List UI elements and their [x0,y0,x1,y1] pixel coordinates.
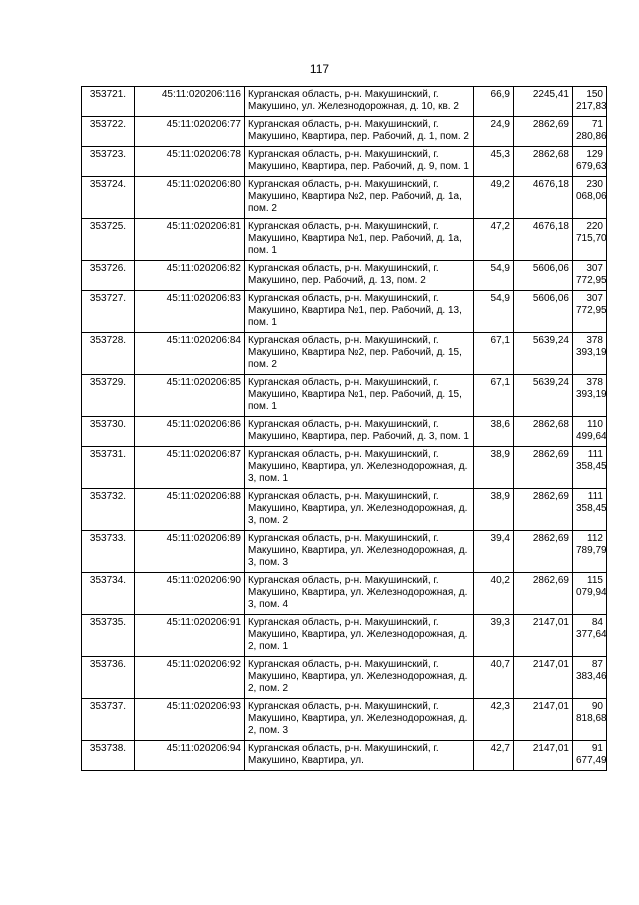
specific-value-cell: 4676,18 [514,177,573,219]
area-cell: 24,9 [474,117,514,147]
row-number-cell: 353725. [82,219,135,261]
cadastral-number-cell: 45:11:020206:85 [135,375,245,417]
cadastral-value-table [81,86,607,771]
specific-value-cell: 2862,68 [514,417,573,447]
specific-value-cell: 5639,24 [514,333,573,375]
address-cell: Курганская область, р-н. Макушинский, г. Макушино, Квартира, пер. Рабочий, д. 3, пом. 1 [245,417,474,447]
cadastral-value-cell: 112 789,79 [573,531,607,573]
area-cell: 49,2 [474,177,514,219]
address-cell: Курганская область, р-н. Макушинский, г. Макушино, Квартира №1, пер. Рабочий, д. 1а, пом. 1 [245,219,474,261]
address-cell: Курганская область, р-н. Макушинский, г. Макушино, Квартира №2, пер. Рабочий, д. 15, пом. 2 [245,333,474,375]
specific-value-cell: 2862,69 [514,117,573,147]
table-row [82,219,607,261]
cadastral-number-cell: 45:11:020206:93 [135,699,245,741]
row-number-cell: 353735. [82,615,135,657]
row-number-cell: 353732. [82,489,135,531]
cadastral-value-cell: 307 772,95 [573,261,607,291]
specific-value-cell: 2147,01 [514,615,573,657]
cadastral-value-cell: 378 393,19 [573,375,607,417]
table-row [82,375,607,417]
cadastral-value-cell: 84 377,64 [573,615,607,657]
cadastral-number-cell: 45:11:020206:90 [135,573,245,615]
specific-value-cell: 5606,06 [514,261,573,291]
table-row [82,531,607,573]
area-cell: 40,7 [474,657,514,699]
cadastral-number-cell: 45:11:020206:82 [135,261,245,291]
table-row [82,177,607,219]
row-number-cell: 353736. [82,657,135,699]
row-number-cell: 353737. [82,699,135,741]
area-cell: 67,1 [474,333,514,375]
cadastral-number-cell: 45:11:020206:77 [135,117,245,147]
cadastral-value-cell: 111 358,45 [573,447,607,489]
table-body [82,87,607,771]
specific-value-cell: 4676,18 [514,219,573,261]
cadastral-number-cell: 45:11:020206:80 [135,177,245,219]
row-number-cell: 353730. [82,417,135,447]
address-cell: Курганская область, р-н. Макушинский, г. Макушино, Квартира, ул. Железнодорожная, д. 3, пом. 4 [245,573,474,615]
cadastral-number-cell: 45:11:020206:94 [135,741,245,771]
row-number-cell: 353721. [82,87,135,117]
cadastral-number-cell: 45:11:020206:81 [135,219,245,261]
row-number-cell: 353722. [82,117,135,147]
table-row [82,417,607,447]
table-row [82,741,607,771]
cadastral-value-cell: 150 217,83 [573,87,607,117]
cadastral-number-cell: 45:11:020206:91 [135,615,245,657]
address-cell: Курганская область, р-н. Макушинский, г. Макушино, ул. Железнодорожная, д. 10, кв. 2 [245,87,474,117]
specific-value-cell: 2147,01 [514,741,573,771]
table-row [82,657,607,699]
cadastral-value-cell: 111 358,45 [573,489,607,531]
area-cell: 42,3 [474,699,514,741]
table-row [82,87,607,117]
address-cell: Курганская область, р-н. Макушинский, г. Макушино, Квартира, ул. Железнодорожная, д. 2, пом. 2 [245,657,474,699]
address-cell: Курганская область, р-н. Макушинский, г. Макушино, Квартира, ул. Железнодорожная, д. 2, пом. 1 [245,615,474,657]
address-cell: Курганская область, р-н. Макушинский, г. Макушино, Квартира №1, пер. Рабочий, д. 13, пом. 1 [245,291,474,333]
area-cell: 38,9 [474,489,514,531]
cadastral-value-cell: 71 280,86 [573,117,607,147]
specific-value-cell: 5639,24 [514,375,573,417]
address-cell: Курганская область, р-н. Макушинский, г. Макушино, Квартира №1, пер. Рабочий, д. 15, пом. 1 [245,375,474,417]
specific-value-cell: 2862,69 [514,531,573,573]
cadastral-number-cell: 45:11:020206:87 [135,447,245,489]
area-cell: 42,7 [474,741,514,771]
address-cell: Курганская область, р-н. Макушинский, г. Макушино, Квартира, пер. Рабочий, д. 1, пом. 2 [245,117,474,147]
table-row [82,699,607,741]
cadastral-number-cell: 45:11:020206:89 [135,531,245,573]
cadastral-value-cell: 129 679,63 [573,147,607,177]
specific-value-cell: 2147,01 [514,657,573,699]
row-number-cell: 353724. [82,177,135,219]
cadastral-number-cell: 45:11:020206:86 [135,417,245,447]
table-row [82,615,607,657]
area-cell: 38,6 [474,417,514,447]
row-number-cell: 353728. [82,333,135,375]
cadastral-number-cell: 45:11:020206:88 [135,489,245,531]
area-cell: 40,2 [474,573,514,615]
cadastral-value-cell: 115 079,94 [573,573,607,615]
address-cell: Курганская область, р-н. Макушинский, г. Макушино, Квартира №2, пер. Рабочий, д. 1а, пом. 2 [245,177,474,219]
cadastral-number-cell: 45:11:020206:92 [135,657,245,699]
area-cell: 66,9 [474,87,514,117]
area-cell: 39,3 [474,615,514,657]
table-row [82,117,607,147]
row-number-cell: 353731. [82,447,135,489]
row-number-cell: 353734. [82,573,135,615]
area-cell: 54,9 [474,291,514,333]
address-cell: Курганская область, р-н. Макушинский, г. Макушино, Квартира, ул. [245,741,474,771]
table-row [82,291,607,333]
address-cell: Курганская область, р-н. Макушинский, г. Макушино, Квартира, ул. Железнодорожная, д. 3, пом. 3 [245,531,474,573]
address-cell: Курганская область, р-н. Макушинский, г. Макушино, пер. Рабочий, д. 13, пом. 2 [245,261,474,291]
cadastral-value-cell: 87 383,46 [573,657,607,699]
row-number-cell: 353723. [82,147,135,177]
area-cell: 39,4 [474,531,514,573]
specific-value-cell: 2862,69 [514,447,573,489]
address-cell: Курганская область, р-н. Макушинский, г. Макушино, Квартира, ул. Железнодорожная, д. 2, пом. 3 [245,699,474,741]
address-cell: Курганская область, р-н. Макушинский, г. Макушино, Квартира, пер. Рабочий, д. 9, пом. 1 [245,147,474,177]
table-row [82,447,607,489]
row-number-cell: 353733. [82,531,135,573]
specific-value-cell: 2862,69 [514,489,573,531]
cadastral-number-cell: 45:11:020206:78 [135,147,245,177]
address-cell: Курганская область, р-н. Макушинский, г. Макушино, Квартира, ул. Железнодорожная, д. 3, пом. 1 [245,447,474,489]
row-number-cell: 353727. [82,291,135,333]
cadastral-value-cell: 220 715,70 [573,219,607,261]
area-cell: 45,3 [474,147,514,177]
specific-value-cell: 2147,01 [514,699,573,741]
cadastral-number-cell: 45:11:020206:83 [135,291,245,333]
cadastral-value-cell: 230 068,06 [573,177,607,219]
area-cell: 54,9 [474,261,514,291]
row-number-cell: 353726. [82,261,135,291]
cadastral-number-cell: 45:11:020206:116 [135,87,245,117]
area-cell: 38,9 [474,447,514,489]
area-cell: 67,1 [474,375,514,417]
row-number-cell: 353738. [82,741,135,771]
table-row [82,489,607,531]
cadastral-value-cell: 91 677,49 [573,741,607,771]
specific-value-cell: 2862,69 [514,573,573,615]
table-row [82,261,607,291]
page-number: 117 [309,62,330,76]
specific-value-cell: 2862,68 [514,147,573,177]
cadastral-value-cell: 307 772,95 [573,291,607,333]
table-row [82,147,607,177]
area-cell: 47,2 [474,219,514,261]
table-row [82,573,607,615]
row-number-cell: 353729. [82,375,135,417]
address-cell: Курганская область, р-н. Макушинский, г. Макушино, Квартира, ул. Железнодорожная, д. 3, пом. 2 [245,489,474,531]
cadastral-value-cell: 90 818,68 [573,699,607,741]
table-row [82,333,607,375]
cadastral-value-cell: 378 393,19 [573,333,607,375]
specific-value-cell: 2245,41 [514,87,573,117]
specific-value-cell: 5606,06 [514,291,573,333]
cadastral-number-cell: 45:11:020206:84 [135,333,245,375]
cadastral-value-cell: 110 499,64 [573,417,607,447]
